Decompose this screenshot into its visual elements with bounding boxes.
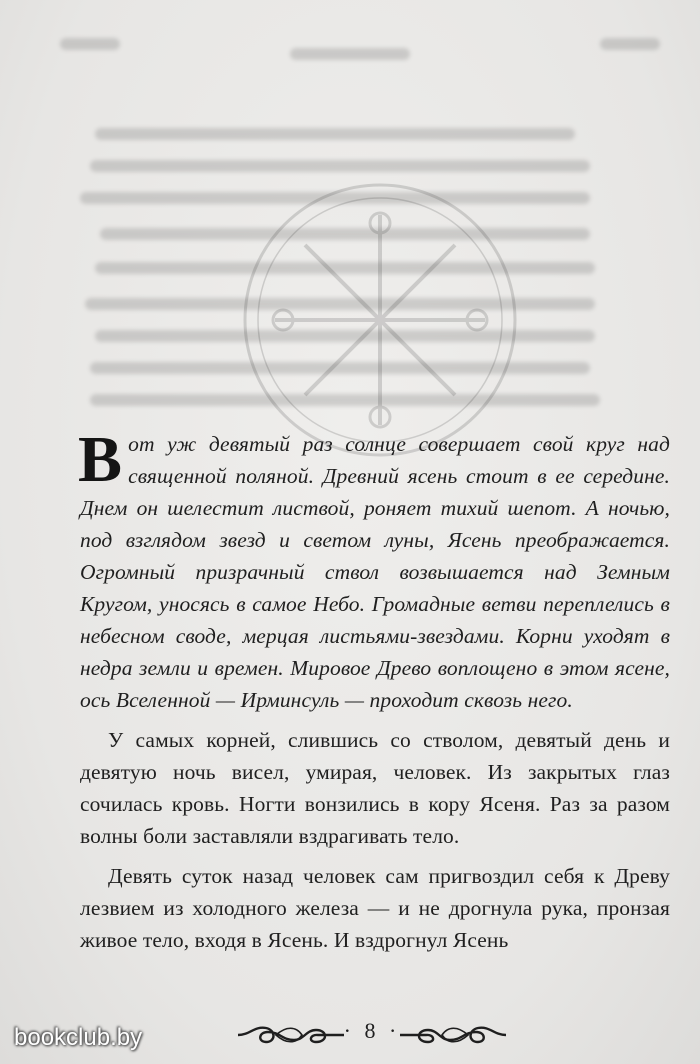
paragraph-1 — [78, 423, 670, 716]
show-through-emblem — [235, 175, 525, 465]
drop-cap: В — [78, 423, 123, 496]
page-number: · 8 · — [343, 1018, 401, 1043]
watermark: bookclub.by — [14, 1024, 143, 1051]
right-ornament-icon — [398, 1022, 508, 1048]
left-ornament-icon — [236, 1022, 346, 1048]
paragraph-1-text: от уж девятый раз солнце совершает свой круг над священной поляной. Древний ясень стоит в ее середине. Днем он шелестит листвой, роняет тихий шепот. А ночью, под взглядом звезд и светом луны, Ясень преображается. Огромный призрачный ствол возвышается над Земным Кругом, уносясь в самое Небо. Громадные ветви переплелись в небесном своде, мерцая листьями-звездами. Корни уходят в недра земли и времен. Мировое Древо воплощено в этом ясене, ось Вселенной — Ирминсуль — проходит сквозь него. — [80, 432, 670, 712]
body-text — [78, 423, 670, 956]
paragraph-3: Девять суток назад человек сам пригвоздил себя к Древу лезвием из холодного железа — и не дрогнула рука, пронзая живое тело, входя в Ясень. И вздрогнул Ясень — [80, 864, 670, 952]
paragraph-2: У самых корней, слившись со стволом, девятый день и девятую ночь висел, умирая, человек. Из закрытых глаз сочилась кровь. Ногти вонзились в кору Ясеня. Раз за разом волны боли заставляли вздрагивать тело. — [80, 728, 670, 848]
